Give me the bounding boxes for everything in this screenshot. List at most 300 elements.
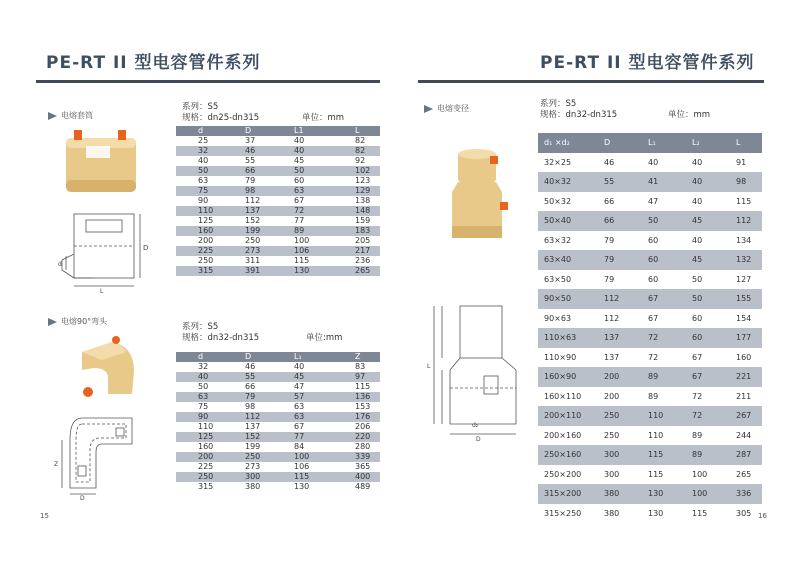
table-cell: 79 xyxy=(223,176,272,186)
table-cell: 137 xyxy=(596,348,638,368)
table-row xyxy=(176,362,380,372)
table-cell: 115 xyxy=(272,472,325,482)
table-cell: 154 xyxy=(726,309,762,329)
table-row xyxy=(538,153,762,173)
table-cell: 82 xyxy=(325,136,380,146)
table-cell: 112 xyxy=(223,412,272,422)
table-row xyxy=(176,462,380,472)
table-row xyxy=(538,250,762,270)
elbow-series: 系列：S5 xyxy=(182,322,219,332)
table-cell: 200 xyxy=(176,236,223,246)
table-cell: 72 xyxy=(638,328,682,348)
table-row xyxy=(176,186,380,196)
table-cell: 221 xyxy=(726,367,762,387)
table-cell: 123 xyxy=(325,176,380,186)
table-row xyxy=(538,328,762,348)
elbow-meta xyxy=(182,322,343,344)
table-row xyxy=(538,270,762,290)
svg-text:D: D xyxy=(80,495,85,500)
table-cell: 79 xyxy=(596,250,638,270)
table-cell: 102 xyxy=(325,166,380,176)
table-cell: 55 xyxy=(596,172,638,192)
reducer-spec: 规格：dn32-dn315 xyxy=(540,110,618,120)
table-cell: 115 xyxy=(682,504,726,524)
table-cell: 380 xyxy=(223,482,272,492)
table-cell: 66 xyxy=(596,192,638,212)
column-header: L xyxy=(726,133,762,153)
arrow-icon xyxy=(48,112,57,120)
table-cell: 45 xyxy=(682,250,726,270)
table-cell: 50 xyxy=(176,166,223,176)
table-cell: 160 xyxy=(176,226,223,236)
table-cell: 40 xyxy=(682,172,726,192)
table-row xyxy=(176,402,380,412)
table-cell: 115 xyxy=(638,445,682,465)
reducer-section-label: 电熔变径 xyxy=(424,103,469,114)
table-row xyxy=(538,387,762,407)
table-cell: 90×63 xyxy=(538,309,596,329)
column-header: Z xyxy=(325,352,380,362)
table-cell: 63×40 xyxy=(538,250,596,270)
table-cell: 83 xyxy=(325,362,380,372)
table-cell: 183 xyxy=(325,226,380,236)
table-cell: 200 xyxy=(176,452,223,462)
table-cell: 40 xyxy=(272,362,325,372)
table-cell: 380 xyxy=(596,484,638,504)
table-row xyxy=(176,256,380,266)
table-cell: 110×63 xyxy=(538,328,596,348)
arrow-icon xyxy=(424,105,433,113)
table-cell: 311 xyxy=(223,256,272,266)
table-cell: 250 xyxy=(223,452,272,462)
table-cell: 50 xyxy=(176,382,223,392)
table-cell: 236 xyxy=(325,256,380,266)
table-cell: 205 xyxy=(325,236,380,246)
table-cell: 66 xyxy=(596,211,638,231)
table-cell: 77 xyxy=(272,432,325,442)
column-header: L1 xyxy=(272,126,325,136)
table-row xyxy=(176,266,380,276)
table-row xyxy=(176,432,380,442)
table-cell: 110 xyxy=(638,406,682,426)
table-cell: 176 xyxy=(325,412,380,422)
table-cell: 40 xyxy=(272,136,325,146)
column-header: L₁ xyxy=(272,352,325,362)
table-cell: 177 xyxy=(726,328,762,348)
table-cell: 125 xyxy=(176,432,223,442)
table-cell: 217 xyxy=(325,246,380,256)
table-cell: 89 xyxy=(638,387,682,407)
reducer-meta xyxy=(540,99,711,121)
table-row xyxy=(538,465,762,485)
table-cell: 63×32 xyxy=(538,231,596,251)
coupling-unit: 单位：mm xyxy=(302,113,345,123)
table-cell: 112 xyxy=(596,289,638,309)
table-cell: 55 xyxy=(223,372,272,382)
table-cell: 46 xyxy=(596,153,638,173)
table-cell: 300 xyxy=(223,472,272,482)
table-cell: 55 xyxy=(223,156,272,166)
table-cell: 66 xyxy=(223,382,272,392)
table-cell: 200×110 xyxy=(538,406,596,426)
table-cell: 40 xyxy=(682,231,726,251)
table-row xyxy=(538,504,762,524)
table-cell: 67 xyxy=(682,348,726,368)
table-cell: 77 xyxy=(272,216,325,226)
table-cell: 40 xyxy=(176,156,223,166)
table-cell: 67 xyxy=(272,422,325,432)
table-cell: 57 xyxy=(272,392,325,402)
table-cell: 75 xyxy=(176,186,223,196)
table-cell: 67 xyxy=(272,196,325,206)
table-row xyxy=(176,442,380,452)
column-header: d₁ ×d₂ xyxy=(538,133,596,153)
table-cell: 46 xyxy=(223,146,272,156)
coupling-spec: 规格：dn25-dn315 xyxy=(182,113,260,123)
title-rule xyxy=(36,80,380,83)
table-cell: 265 xyxy=(325,266,380,276)
column-header: D xyxy=(223,126,272,136)
svg-text:Z: Z xyxy=(54,461,59,468)
table-cell: 265 xyxy=(726,465,762,485)
table-cell: 153 xyxy=(325,402,380,412)
table-cell: 250 xyxy=(223,236,272,246)
table-cell: 79 xyxy=(596,270,638,290)
table-row xyxy=(176,236,380,246)
table-cell: 45 xyxy=(272,372,325,382)
table-cell: 47 xyxy=(272,382,325,392)
elbow-dimension-drawing xyxy=(52,410,148,500)
table-row xyxy=(538,445,762,465)
table-cell: 250 xyxy=(176,256,223,266)
coupling-section-label: 电熔套筒 xyxy=(48,110,93,121)
table-cell: 60 xyxy=(272,176,325,186)
table-row xyxy=(176,392,380,402)
table-cell: 300 xyxy=(596,445,638,465)
table-cell: 152 xyxy=(223,216,272,226)
table-header-row xyxy=(176,352,380,362)
table-cell: 63 xyxy=(176,176,223,186)
table-cell: 315×250 xyxy=(538,504,596,524)
table-cell: 305 xyxy=(726,504,762,524)
table-row xyxy=(176,226,380,236)
table-row xyxy=(538,348,762,368)
table-cell: 50×40 xyxy=(538,211,596,231)
page-title: PE-RT II 型电容管件系列 xyxy=(46,53,261,73)
table-cell: 160×90 xyxy=(538,367,596,387)
table-cell: 300 xyxy=(596,465,638,485)
arrow-icon xyxy=(48,318,57,326)
table-cell: 315×200 xyxy=(538,484,596,504)
table-cell: 250×200 xyxy=(538,465,596,485)
table-row xyxy=(538,484,762,504)
coupling-photo xyxy=(60,128,142,196)
table-cell: 100 xyxy=(272,452,325,462)
elbow-section-label: 电熔90°弯头 xyxy=(48,316,107,327)
table-cell: 280 xyxy=(325,442,380,452)
table-cell: 244 xyxy=(726,426,762,446)
table-row xyxy=(176,136,380,146)
page-number: 16 xyxy=(758,512,767,520)
table-cell: 98 xyxy=(726,172,762,192)
table-cell: 110 xyxy=(176,206,223,216)
table-cell: 79 xyxy=(596,231,638,251)
table-cell: 106 xyxy=(272,462,325,472)
table-cell: 82 xyxy=(325,146,380,156)
table-cell: 72 xyxy=(682,406,726,426)
table-cell: 67 xyxy=(638,289,682,309)
table-cell: 160 xyxy=(176,442,223,452)
table-cell: 90×50 xyxy=(538,289,596,309)
table-cell: 130 xyxy=(638,504,682,524)
table-header-row xyxy=(538,133,762,153)
table-cell: 66 xyxy=(223,166,272,176)
table-cell: 45 xyxy=(682,211,726,231)
table-cell: 220 xyxy=(325,432,380,442)
column-header: d xyxy=(176,352,223,362)
table-cell: 40 xyxy=(176,372,223,382)
table-row xyxy=(538,172,762,192)
reducer-unit: 单位：mm xyxy=(668,110,711,120)
column-header: L₁ xyxy=(638,133,682,153)
column-header: L₂ xyxy=(682,133,726,153)
table-cell: 267 xyxy=(726,406,762,426)
table-row xyxy=(176,472,380,482)
table-cell: 336 xyxy=(726,484,762,504)
table-row xyxy=(176,482,380,492)
coupling-dimension-drawing xyxy=(56,208,160,294)
table-cell: 40 xyxy=(682,153,726,173)
table-cell: 60 xyxy=(682,328,726,348)
table-cell: 159 xyxy=(325,216,380,226)
table-cell: 100 xyxy=(682,484,726,504)
table-cell: 75 xyxy=(176,402,223,412)
table-cell: 137 xyxy=(223,206,272,216)
table-cell: 155 xyxy=(726,289,762,309)
table-cell: 134 xyxy=(726,231,762,251)
table-cell: 50 xyxy=(682,270,726,290)
table-cell: 97 xyxy=(325,372,380,382)
table-row xyxy=(176,452,380,462)
table-cell: 63×50 xyxy=(538,270,596,290)
table-row xyxy=(176,206,380,216)
table-cell: 273 xyxy=(223,462,272,472)
elbow-unit: 单位:mm xyxy=(306,333,343,343)
table-row xyxy=(176,246,380,256)
table-cell: 90 xyxy=(176,412,223,422)
table-cell: 100 xyxy=(272,236,325,246)
table-cell: 112 xyxy=(596,309,638,329)
svg-text:L: L xyxy=(100,288,104,294)
table-cell: 46 xyxy=(223,362,272,372)
table-row xyxy=(538,231,762,251)
table-cell: 225 xyxy=(176,462,223,472)
table-cell: 40 xyxy=(682,192,726,212)
table-cell: 50 xyxy=(682,289,726,309)
table-cell: 106 xyxy=(272,246,325,256)
table-cell: 160 xyxy=(726,348,762,368)
table-cell: 206 xyxy=(325,422,380,432)
table-cell: 365 xyxy=(325,462,380,472)
table-cell: 287 xyxy=(726,445,762,465)
table-cell: 315 xyxy=(176,266,223,276)
table-cell: 40×32 xyxy=(538,172,596,192)
svg-text:D: D xyxy=(476,436,481,442)
table-cell: 60 xyxy=(682,309,726,329)
table-cell: 50 xyxy=(272,166,325,176)
table-row xyxy=(538,289,762,309)
table-cell: 339 xyxy=(325,452,380,462)
table-row xyxy=(538,309,762,329)
table-cell: 50×32 xyxy=(538,192,596,212)
table-cell: 130 xyxy=(272,266,325,276)
table-cell: 32 xyxy=(176,362,223,372)
table-row xyxy=(176,422,380,432)
table-cell: 112 xyxy=(223,196,272,206)
table-cell: 63 xyxy=(272,186,325,196)
table-cell: 91 xyxy=(726,153,762,173)
table-cell: 250×160 xyxy=(538,445,596,465)
table-cell: 115 xyxy=(325,382,380,392)
table-cell: 115 xyxy=(272,256,325,266)
table-row xyxy=(176,382,380,392)
table-cell: 67 xyxy=(682,367,726,387)
table-row xyxy=(176,196,380,206)
table-cell: 40 xyxy=(272,146,325,156)
table-cell: 136 xyxy=(325,392,380,402)
table-cell: 63 xyxy=(272,412,325,422)
table-row xyxy=(538,406,762,426)
table-row xyxy=(538,211,762,231)
table-cell: 132 xyxy=(726,250,762,270)
table-cell: 112 xyxy=(726,211,762,231)
table-cell: 400 xyxy=(325,472,380,482)
elbow-spec-table xyxy=(176,352,380,492)
table-cell: 115 xyxy=(726,192,762,212)
svg-text:L: L xyxy=(427,363,431,370)
elbow-photo xyxy=(72,332,142,398)
table-row xyxy=(176,146,380,156)
svg-text:d: d xyxy=(58,261,62,268)
table-cell: 200×160 xyxy=(538,426,596,446)
table-cell: 315 xyxy=(176,482,223,492)
table-cell: 273 xyxy=(223,246,272,256)
table-cell: 63 xyxy=(176,392,223,402)
svg-text:D: D xyxy=(143,244,149,252)
table-cell: 63 xyxy=(272,402,325,412)
coupling-series: 系列：S5 xyxy=(182,102,219,112)
table-cell: 72 xyxy=(682,387,726,407)
table-cell: 47 xyxy=(638,192,682,212)
table-cell: 45 xyxy=(272,156,325,166)
table-cell: 92 xyxy=(325,156,380,166)
table-cell: 225 xyxy=(176,246,223,256)
table-cell: 130 xyxy=(638,484,682,504)
table-row xyxy=(176,372,380,382)
table-row xyxy=(538,367,762,387)
reducer-series: 系列：S5 xyxy=(540,99,577,109)
reducer-spec-table xyxy=(538,133,762,523)
table-cell: 32 xyxy=(176,146,223,156)
table-cell: 98 xyxy=(223,402,272,412)
column-header: D xyxy=(596,133,638,153)
reducer-dimension-drawing xyxy=(426,296,526,442)
table-cell: 32×25 xyxy=(538,153,596,173)
table-cell: 391 xyxy=(223,266,272,276)
table-cell: 110×90 xyxy=(538,348,596,368)
table-cell: 60 xyxy=(638,270,682,290)
table-cell: 380 xyxy=(596,504,638,524)
table-cell: 79 xyxy=(223,392,272,402)
table-cell: 72 xyxy=(272,206,325,216)
right-page xyxy=(400,0,800,566)
table-cell: 89 xyxy=(682,426,726,446)
table-cell: 148 xyxy=(325,206,380,216)
table-cell: 67 xyxy=(638,309,682,329)
table-row xyxy=(176,166,380,176)
column-header: D xyxy=(223,352,272,362)
table-row xyxy=(176,176,380,186)
table-cell: 250 xyxy=(176,472,223,482)
page-number: 15 xyxy=(40,512,49,520)
table-cell: 98 xyxy=(223,186,272,196)
table-cell: 110 xyxy=(638,426,682,446)
table-cell: 137 xyxy=(223,422,272,432)
title-rule xyxy=(418,80,764,83)
table-cell: 100 xyxy=(682,465,726,485)
table-row xyxy=(176,412,380,422)
table-cell: 90 xyxy=(176,196,223,206)
table-cell: 50 xyxy=(638,211,682,231)
coupling-meta xyxy=(182,102,345,124)
table-cell: 200 xyxy=(596,367,638,387)
table-row xyxy=(176,156,380,166)
table-cell: 138 xyxy=(325,196,380,206)
table-cell: 89 xyxy=(682,445,726,465)
table-cell: 125 xyxy=(176,216,223,226)
elbow-spec: 规格：dn32-dn315 xyxy=(182,333,260,343)
table-cell: 200 xyxy=(596,387,638,407)
reducer-photo xyxy=(444,146,524,246)
table-cell: 25 xyxy=(176,136,223,146)
table-cell: 152 xyxy=(223,432,272,442)
table-cell: 211 xyxy=(726,387,762,407)
table-cell: 129 xyxy=(325,186,380,196)
table-cell: 127 xyxy=(726,270,762,290)
table-cell: 72 xyxy=(638,348,682,368)
svg-text:d₂: d₂ xyxy=(472,422,479,429)
table-cell: 110 xyxy=(176,422,223,432)
table-row xyxy=(176,216,380,226)
table-row xyxy=(538,426,762,446)
table-header-row xyxy=(176,126,380,136)
table-cell: 137 xyxy=(596,328,638,348)
coupling-spec-table xyxy=(176,126,380,276)
table-cell: 89 xyxy=(638,367,682,387)
table-cell: 199 xyxy=(223,226,272,236)
table-cell: 40 xyxy=(638,153,682,173)
table-cell: 130 xyxy=(272,482,325,492)
table-cell: 37 xyxy=(223,136,272,146)
table-cell: 489 xyxy=(325,482,380,492)
table-cell: 160×110 xyxy=(538,387,596,407)
table-cell: 60 xyxy=(638,231,682,251)
column-header: L xyxy=(325,126,380,136)
table-cell: 115 xyxy=(638,465,682,485)
table-row xyxy=(538,192,762,212)
table-cell: 84 xyxy=(272,442,325,452)
table-cell: 41 xyxy=(638,172,682,192)
